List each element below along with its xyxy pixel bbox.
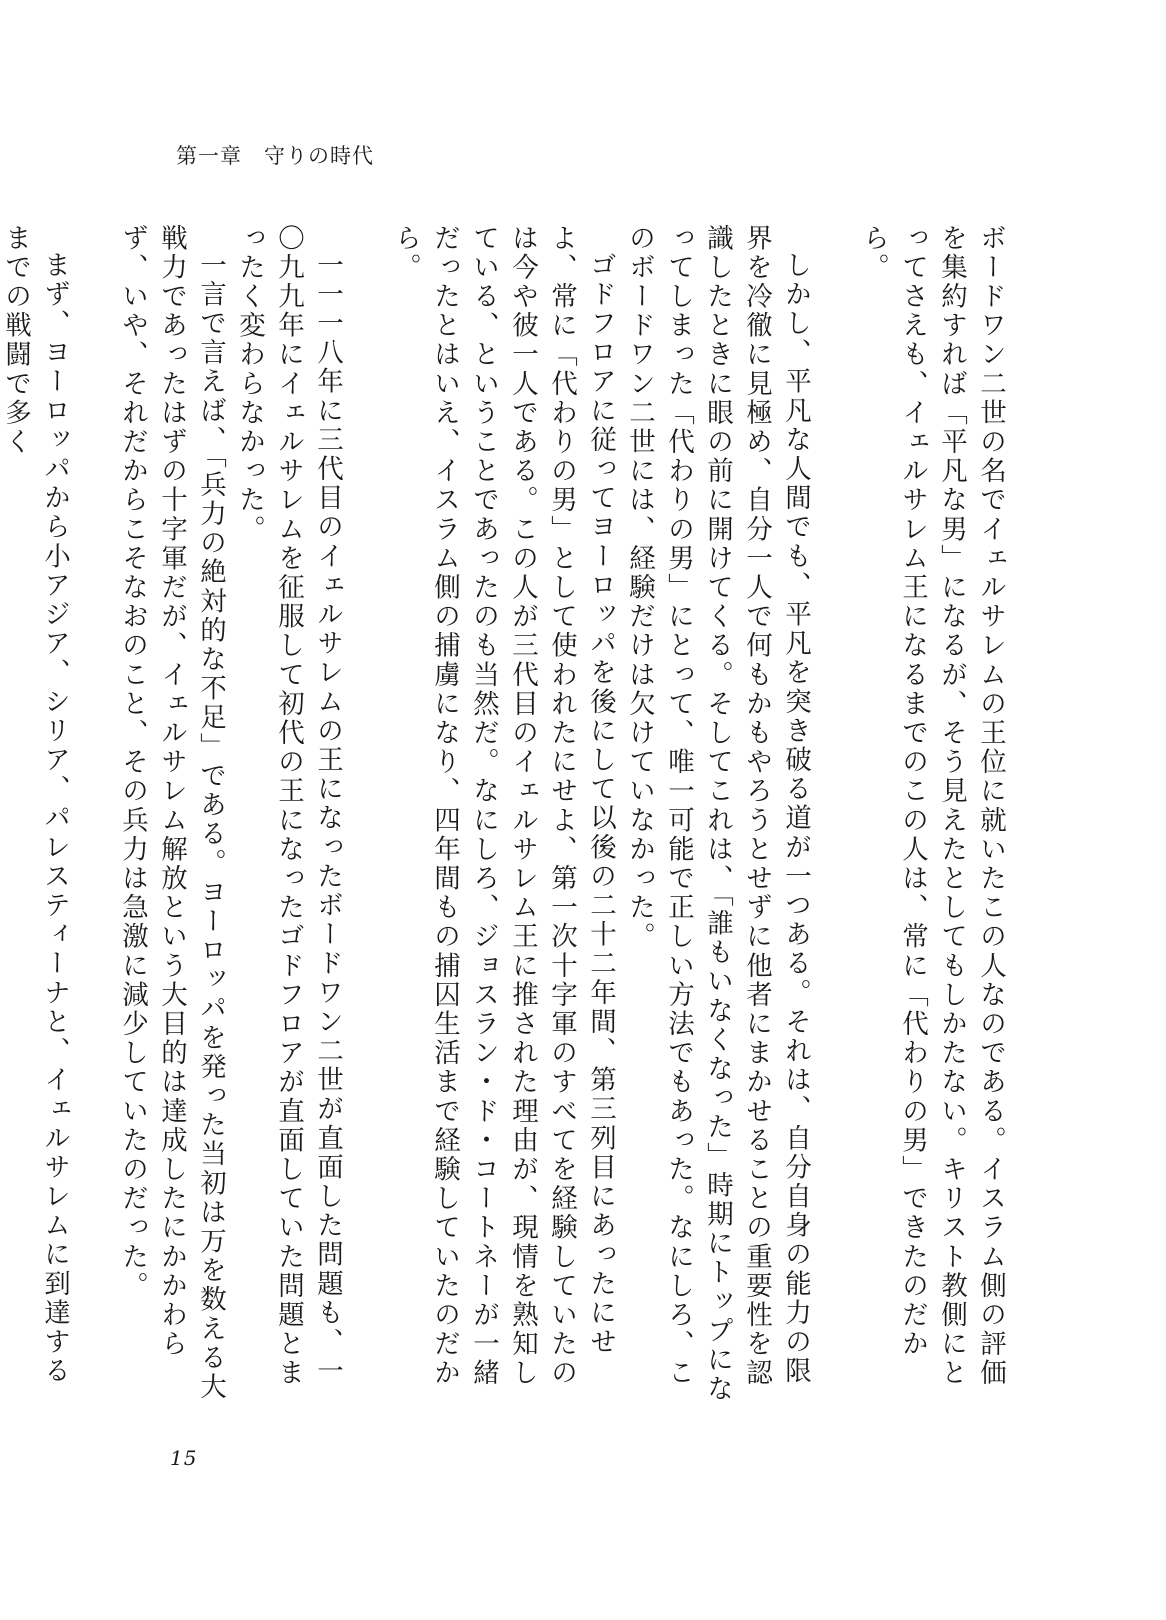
paragraph-6: まず、ヨーロッパから小アジア、シリア、パレスティーナと、イェルサレムに到達するまでの戦闘で多く: [0, 224, 70, 1386]
paragraph-1: ボードワン二世の名でイェルサレムの王位に就いたこの人なのである。イスラム側の評価を集約すれば「平凡な男」になるが、そう見えたとしてもしかたない。キリスト教側にとってさえも、イェルサレム王になるまでのこの人は、常に「代わりの男」できたのだから。: [858, 224, 1006, 1388]
paragraph-5: 一言で言えば、「兵力の絶対的な不足」である。ヨーロッパを発った当初は万を数える大戦力であったはずの十字軍だが、イェルサレム解放という大目的は達成したにかかわらず、いや、それだからこそなおのこと、その兵力は急激に減少していたのだった。: [117, 224, 226, 1402]
paragraph-2: しかし、平凡な人間でも、平凡を突き破る道が一つある。それは、自分自身の能力の限界を冷徹に見極め、自分一人で何もかもやろうとせずに他者にまかせることの重要性を認識したときに眼の前に開けてくる。そしてこれは、「誰もいなくなった」時期にトップになってしまった「代わりの男」にとって、唯一可能で正しい方法でもあった。なにしろ、このボードワン二世には、経験だけは欠けていなかった。: [624, 224, 811, 1404]
page-number: 15: [170, 1446, 198, 1470]
paragraph-4: 一一一八年に三代目のイェルサレムの王になったボードワン二世が直面した問題も、一〇九九年にイェルサレムを征服して初代の王になったゴドフロアが直面していた問題とまったく変わらなかった。: [234, 224, 343, 1388]
body-text: [0, 224, 1010, 1414]
paragraph-3: ゴドフロアに従ってヨーロッパを後にして以後の二十二年間、第三列目にあったにせよ、常に「代わりの男」として使われたにせよ、第一次十字軍のすべてを経験していたのは今や彼一人である。この人が三代目のイェルサレム王に推された理由が、現情を熟知している、ということであったのも当然だ。なにしろ、ジョスラン・ド・コートネーが一緒だったとはいえ、イスラム側の捕虜になり、四年間もの捕囚生活まで経験していたのだから。: [390, 224, 616, 1388]
running-head: 第一章 守りの時代: [176, 144, 374, 168]
